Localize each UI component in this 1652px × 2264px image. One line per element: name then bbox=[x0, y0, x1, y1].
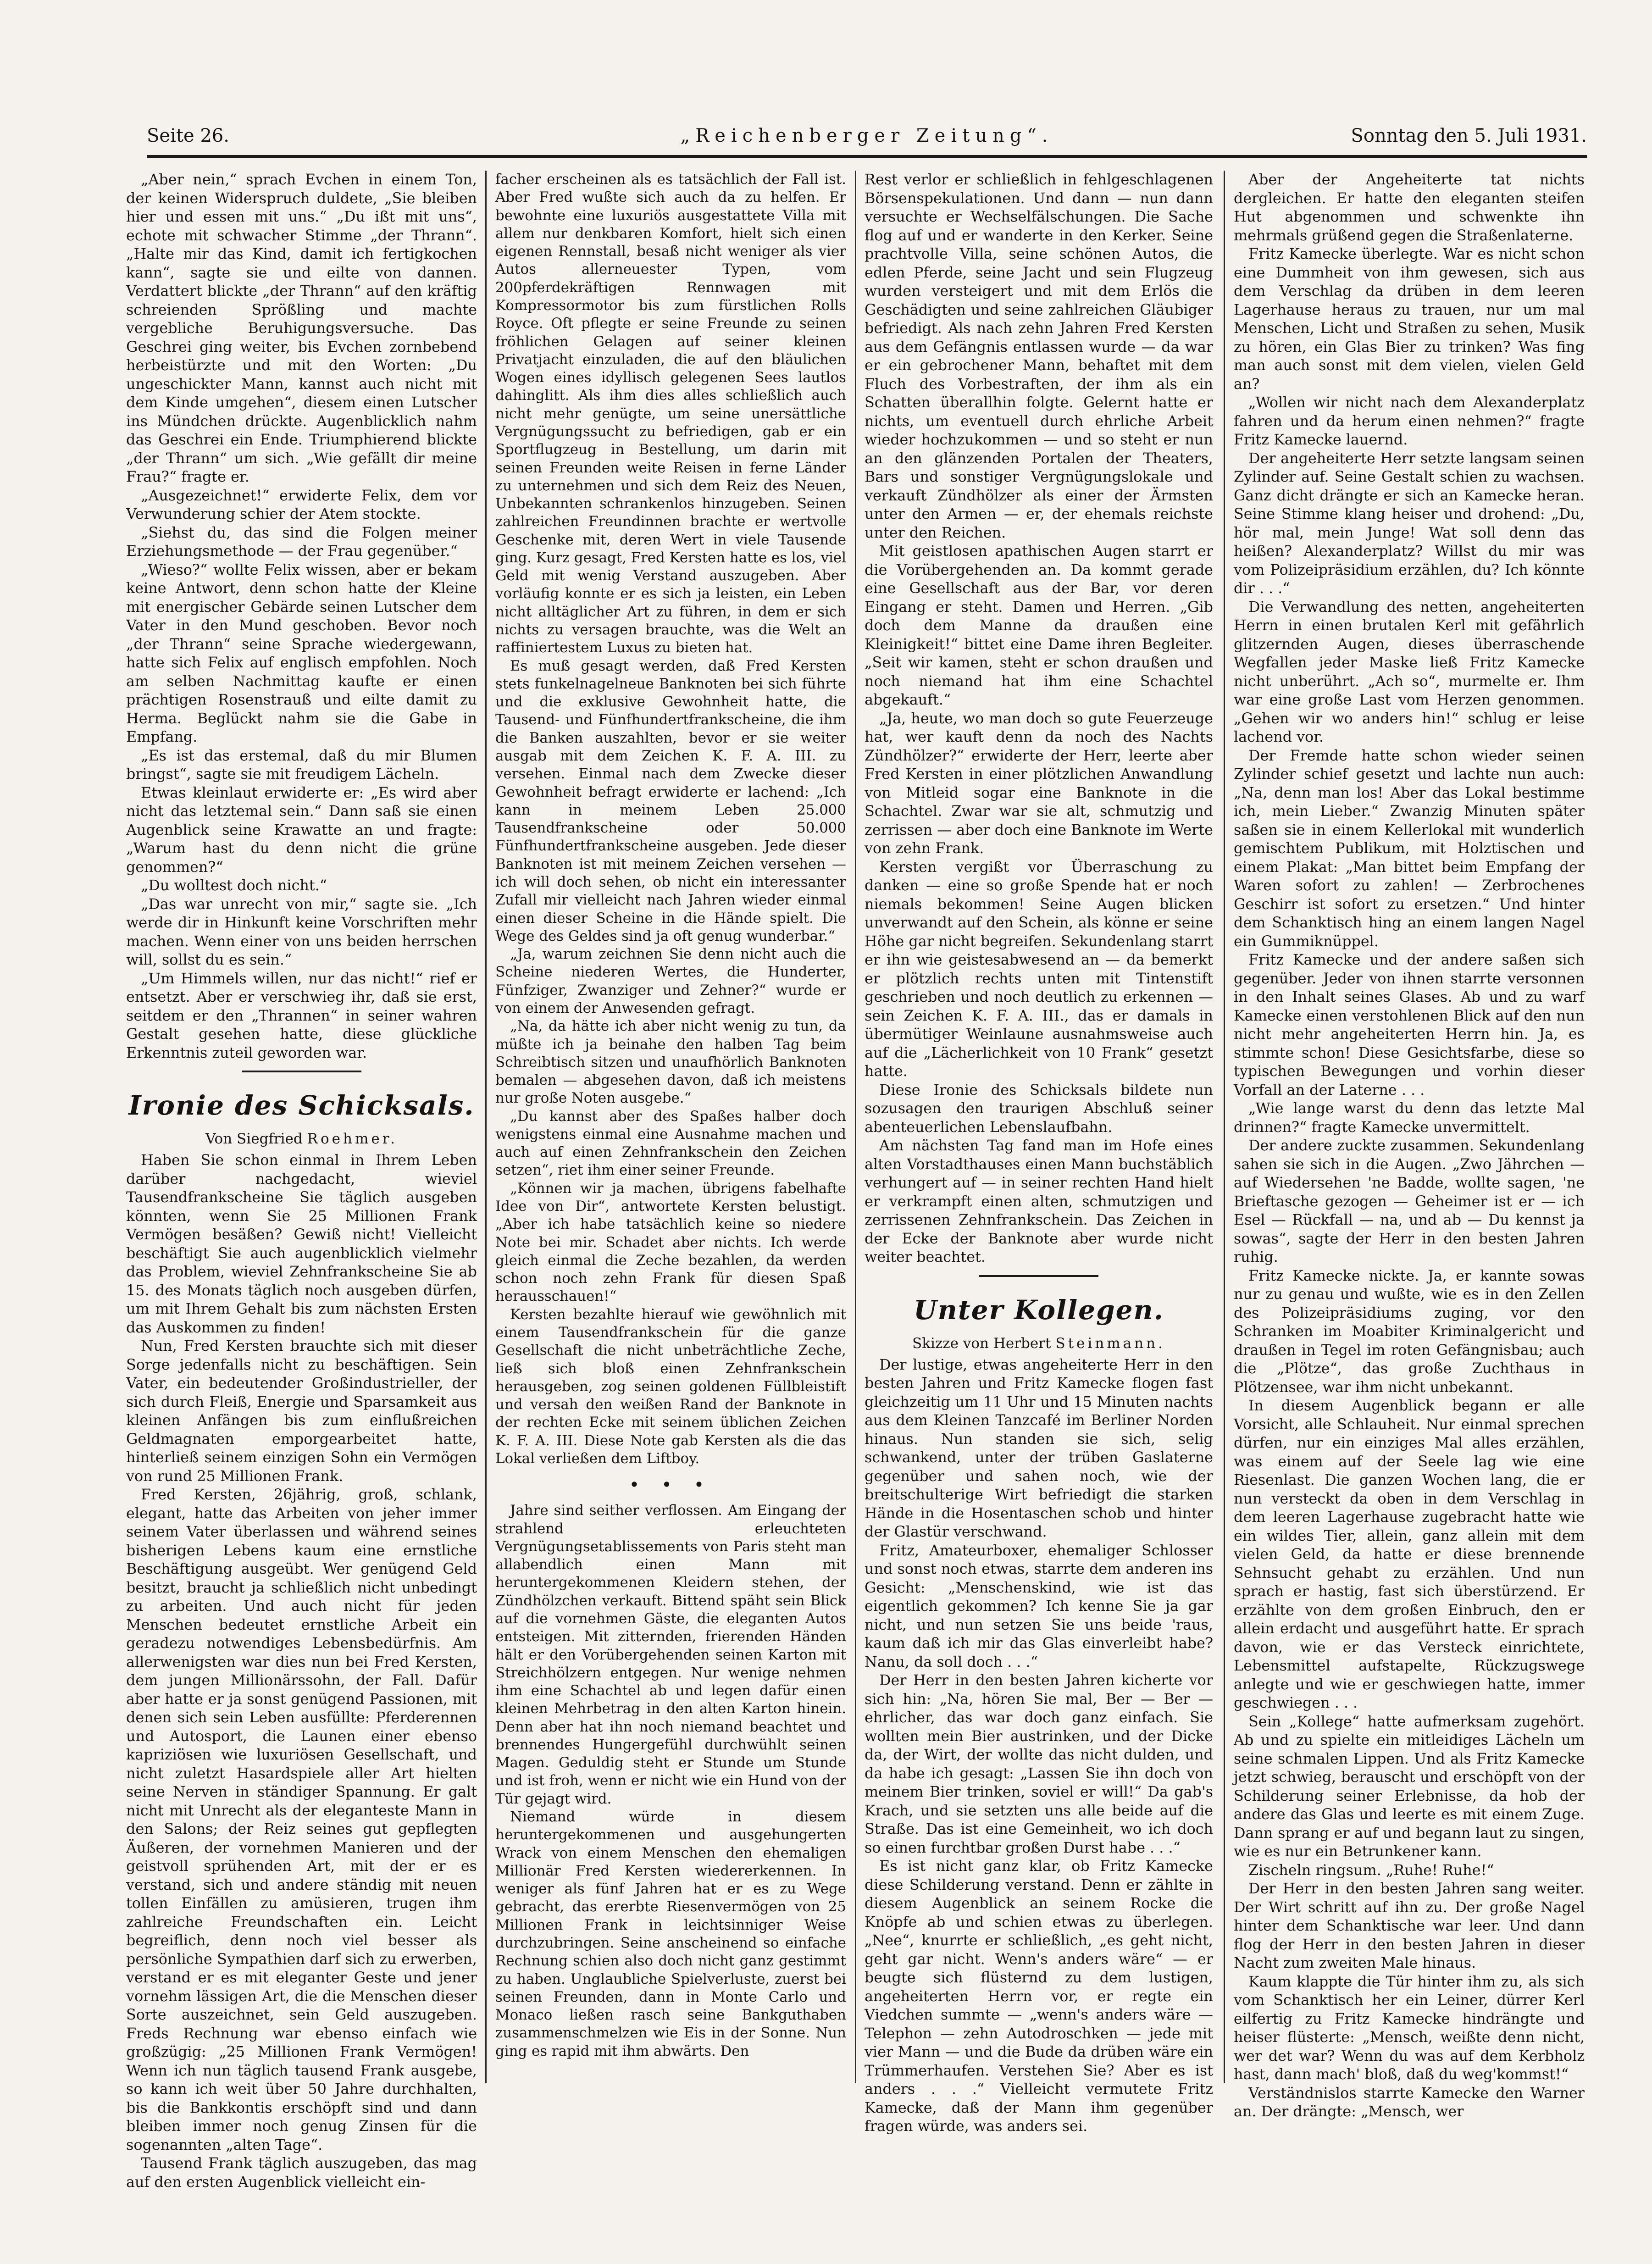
paragraph: Niemand würde in diesem heruntergekommenen und ausgehungerten Wrack von einem Menschen den ehemaligen Millionär Fred Kersten wiedererkennen. In weniger als fünf Jahren hat er es zu Wege gebracht, das ererbte Riesenvermögen von 25 Millionen Frank in leichtsinniger Weise durchzubringen. Seine anscheinend so einfache Rechnung schien also doch nicht ganz gestimmt zu haben. Unglaubliche Spielverluste, zuerst bei seinen Freunden, dann in Monte Carlo und Monaco ließen rasch seine Bankguthaben zusammenschmelzen wie Eis in der Sonne. Nun ging es rapid mit ihm abwärts. Den bbox=[495, 1809, 846, 2059]
paragraph: „Können wir ja machen, übrigens fabelhafte Idee von Dir“, antwortete Kersten belustigt. „Aber ich habe tatsächlich keine so niedere Note bei mir. Schadet aber nichts. Ich werde gleich einmal die Zeche bezahlen, da werden schon noch zehn Frank für diesen Spaß herausschauen!“ bbox=[495, 1180, 846, 1305]
paragraph: Rest verlor er schließlich in fehlgeschlagenen Börsenspekulationen. Und dann — nun dann versuchte er Wechselfälschungen. Die Sache flog auf und er wanderte in den Kerker. Seine prachtvolle Villa, seine schönen Autos, die edlen Pferde, seine Jacht und sein Flugzeug wurden versteigert und mit dem Erlös die Geschädigten und seine zahlreichen Gläubiger befriedigt. Als nach zehn Jahren Fred Kersten aus dem Gefängnis entlassen wurde — da war er ein gebrochener Mann, behaftet mit dem Fluch des Vorbestraften, der ihm als ein Schatten überallhin folgte. Gelernt hatte er nichts, um eventuell durch ehrliche Arbeit wieder hochzukommen — und so steht er nun an den glänzenden Portalen der Theaters, Bars und sonstiger Vergnügungslokale und verkauft Zündhölzer als einer der Ärmsten unter den Armen — er, der ehemals reichste unter den Reichen. bbox=[865, 171, 1213, 541]
paragraph: „Du kannst aber des Spaßes halber doch wenigstens einmal eine Ausnahme machen und auch auf einen Zehnfrankschein den Zeichen setzen“, riet ihm einer seiner Freunde. bbox=[495, 1108, 846, 1179]
byline-author: Roehmer. bbox=[307, 1131, 398, 1147]
column-divider bbox=[855, 171, 856, 2083]
paragraph: „Es ist das erstemal, daß du mir Blumen bringst“, sagte sie mit freudigem Lächeln. bbox=[126, 747, 477, 782]
paragraph: Fritz Kamecke nickte. Ja, er kannte sowas nur zu genau und wußte, wie es in den Zellen des Polizeipräsidiums zuging, vor den Schranken im Moabiter Kriminalgericht und draußen in Tegel im roten Gefängnisbau; auch die „Plötze“, das große Zuchthaus in Plötzensee, war ihm nicht unbekannt. bbox=[1234, 1267, 1585, 1396]
page-number: Seite 26. bbox=[147, 125, 229, 146]
paragraph: „Ausgezeichnet!“ erwiderte Felix, dem vor Verwunderung schier der Atem stockte. bbox=[126, 487, 477, 522]
article-title: Unter Kollegen. bbox=[914, 1294, 1164, 1326]
column-4 bbox=[1234, 171, 1585, 2121]
article-title: Ironie des Schicksals. bbox=[128, 1090, 475, 1121]
paragraph: „Um Himmels willen, nur das nicht!“ rief er entsetzt. Aber er verschwieg ihr, daß sie erst, seitdem er den „Thrannen“ in seiner wahren Gestalt gesehen hatte, diese glückliche Erkenntnis zuteil geworden war. bbox=[126, 970, 477, 1061]
paragraph: Kersten vergißt vor Überraschung zu danken — eine so große Spende hat er noch niemals bekommen! Seine Augen blicken unverwandt auf den Schein, als könne er seine Höhe gar nicht begreifen. Sekundenlang starrt er ihn wie geistesabwesend an — da bemerkt er plötzlich rechts unten mit Tintenstift geschrieben und noch deutlich zu erkennen — sein Zeichen K. F. A. III., das er damals in übermütiger Weinlaune ausnahmsweise auch auf die „Lächerlichkeit von 10 Frank“ gesetzt hatte. bbox=[865, 858, 1213, 1080]
paragraph: Kaum klappte die Tür hinter ihm zu, als sich vom Schanktisch her ein Leiner, dürrer Kerl eilfertig zu Fritz Kamecke hindrängte und heiser flüsterte: „Mensch, weißte denn nicht, wer det war? Wenn du was auf dem Kerbholz hast, dann mach' bloß, daß du weg'kommst!“ bbox=[1234, 1973, 1585, 2083]
paragraph: facher erscheinen als es tatsächlich der Fall ist. Aber Fred wußte sich auch da zu helfen. Er bewohnte eine luxuriös ausgestattete Villa mit allem nur denkbaren Komfort, hielt sich einen eigenen Rennstall, besaß nicht weniger als vier Autos allerneuester Typen, vom 200pferdekräftigen Rennwagen mit Kompressormotor bis zum fürstlichen Rolls Royce. Oft pflegte er seine Freunde zu seinen fröhlichen Gelagen auf seiner kleinen Privatjacht einzuladen, die auf den bläulichen Wogen eines idyllisch gelegenen Sees lautlos dahinglitt. Als ihm dies alles schließlich auch nicht mehr genügte, um seine unersättliche Vergnügungssucht zu befriedigen, gab er ein Sportflugzeug in Bestellung, um darin mit seinen Freunden weite Reisen in ferne Länder zu unternehmen und sich dem Reiz des Neuen, Unbekannten schrankenlos hinzugeben. Seinen zahlreichen Freundinnen brachte er wertvolle Geschenke mit, deren Wert in viele Tausende ging. Kurz gesagt, Fred Kersten hatte es los, viel Geld mit wenig Verstand auszugeben. Aber vorläufig konnte er es sich ja leisten, ein Leben nicht alltäglicher Art zu führen, in dem er sich nichts zu versagen brauchte, was die Welt an raffiniertestem Luxus zu bieten hat. bbox=[495, 171, 846, 656]
paragraph: Der Herr in den besten Jahren sang weiter. Der Wirt schritt auf ihn zu. Der große Nagel hinter dem Schanktische war leer. Und dann flog der Herr in den besten Jahren in dieser Nacht zum zweiten Male hinaus. bbox=[1234, 1880, 1585, 1971]
paragraph: „Wollen wir nicht nach dem Alexanderplatz fahren und da herum einen nehmen?“ fragte Fritz Kamecke lauernd. bbox=[1234, 394, 1585, 448]
paragraph: Jahre sind seither verflossen. Am Eingang der strahlend erleuchteten Vergnügungsetablissements von Paris steht man allabendlich einen Mann mit heruntergekommenen Kleidern stehen, der Zündhölzchen verkauft. Bittend späht sein Blick auf die vornehmen Gäste, die eleganten Autos entsteigen. Mit zitternden, frierenden Händen hält er den Vorübergehenden seinen Karton mit Streichhölzern entgegen. Nur wenige nehmen ihm eine Schachtel ab und legen dafür einen kleinen Mehrbetrag in den alten Karton hinein. Denn aber hat ihn noch niemand beachtet und brennendes Hungergefühl durchwühlt seinen Magen. Geduldig steht er Stunde um Stunde und ist froh, wenn er nicht wie ein Hund von der Tür gejagt wird. bbox=[495, 1502, 846, 1807]
paragraph: „Wie lange warst du denn das letzte Mal drinnen?“ fragte Kamecke unvermittelt. bbox=[1234, 1100, 1585, 1136]
paragraph: Der lustige, etwas angeheiterte Herr in den besten Jahren und Fritz Kamecke flogen fast gleichzeitig um 11 Uhr und 15 Minuten nachts aus dem Kleinen Tanzcafé im Berliner Norden hinaus. Nun standen sie sich, selig schwankend, unter der trüben Gaslaterne gegenüber und sahen noch, wie der breitschulterige Wirt befriedigt die starken Hände in die Hosentaschen schob und hinter der Glastür verschwand. bbox=[865, 1356, 1213, 1540]
column-3 bbox=[865, 171, 1213, 2136]
article-separator bbox=[242, 1071, 361, 1072]
article-separator bbox=[979, 1275, 1098, 1277]
byline-prefix: Von Siegfried bbox=[205, 1131, 303, 1147]
column-2 bbox=[495, 171, 846, 2060]
article-byline bbox=[126, 1129, 477, 1149]
paragraph: „Aber nein,“ sprach Evchen in einem Ton, der keinen Widerspruch duldete, „Sie bleiben hier und essen mit uns.“ „Du ißt mit uns“, echote mit schwacher Stimme „der Thrann“. „Halte mir das Kind, damit ich fertigkochen kann“, sagte sie und eilte von dannen. Verdattert blickte „der Thrann“ auf den kräftig schreienden Sprößling und machte vergebliche Beruhigungsversuche. Das Geschrei ging weiter, bis Evchen zornbebend herbeistürzte und mit den Worten: „Du ungeschickter Mann, kannst auch nicht mit dem Kinde umgehen“, diesem einen Lutscher ins Mündchen drückte. Augenblicklich nahm das Geschrei ein Ende. Triumphierend blickte „der Thrann“ um sich. „Wie gefällt dir meine Frau?“ fragte er. bbox=[126, 171, 477, 485]
paragraph: Am nächsten Tag fand man im Hofe eines alten Vorstadthauses einen Mann buchstäblich verhungert auf — in seiner rechten Hand hielt er verkrampft einen alten, schmutzigen und zerrissenen Zehnfrankschein. Das Zeichen in der Ecke der Banknote aber wurde nicht weiter beachtet. bbox=[865, 1137, 1213, 1265]
paragraph: „Ja, heute, wo man doch so gute Feuerzeuge hat, wer kauft denn da noch des Nachts Zündhölzer?“ erwiderte der Herr, leerte aber Fred Kersten in einer plötzlichen Anwandlung von Mitleid sogar eine Banknote in die Schachtel. Zwar war sie alt, schmutzig und zerrissen — aber doch eine Banknote im Werte von zehn Frank. bbox=[865, 710, 1213, 857]
paragraph: Fritz, Amateurboxer, ehemaliger Schlosser und sonst noch etwas, starrte dem anderen ins Gesicht: „Menschenskind, wie ist das eigentlich gekommen? Ich kenne Sie ja gar nicht, und nun setzen Sie uns beide 'raus, kaum daß ich mir das Glas einverleibt habe? Nanu, da soll doch . . .“ bbox=[865, 1542, 1213, 1670]
newspaper-masthead: „Reichenberger Zeitung“. bbox=[680, 125, 1053, 146]
byline-prefix: Skizze von Herbert bbox=[912, 1335, 1051, 1352]
paragraph: „Na, da hätte ich aber nicht wenig zu tun, da müßte ich ja beinahe den halben Tag beim Schreibtisch sitzen und unaufhörlich Banknoten bemalen — abgesehen davon, daß ich meistens nur große Noten ausgebe.“ bbox=[495, 1018, 846, 1107]
page-header bbox=[147, 122, 1587, 150]
paragraph: Der Herr in den besten Jahren kicherte vor sich hin: „Na, hören Sie mal, Ber — Ber — ehrlicher, das war doch ganz einfach. Sie wollten mein Bier austrinken, und der Dicke da, der Wirt, der wollte das nicht dulden, und da habe ich gesagt: „Lassen Sie ihn doch von meinem Bier trinken, soviel er will!“ Da gab's Krach, und sie setzten uns alle beide auf die Straße. Das ist eine Gemeinheit, wo ich doch so einen furchtbar großen Durst habe . . .“ bbox=[865, 1672, 1213, 1856]
paragraph: „Du wolltest doch nicht.“ bbox=[141, 877, 327, 894]
paragraph: Der andere zuckte zusammen. Sekundenlang sahen sie sich in die Augen. „Zwo Jährchen — auf Wiedersehen 'ne Badde, wollte sagen, 'ne Brieftasche gezogen — Geheimer ist er — ich Esel — Rückfall — na, und ab — Du kennst ja sowas“, sagte der Herr in den besten Jahren ruhig. bbox=[1234, 1137, 1585, 1265]
paragraph: Diese Ironie des Schicksals bildete nun sozusagen den traurigen Abschluß seiner abenteuerlichen Lebenslaufbahn. bbox=[865, 1081, 1213, 1136]
paragraph: Es ist nicht ganz klar, ob Fritz Kamecke diese Schilderung verstand. Denn er zählte in diesem Augenblick an seinem Rocke die Knöpfe ab und schien etwas zu überlegen. „Nee“, knurrte er schließlich, „es geht nicht, geht gar nicht. Wenn's anders wäre“ — er beugte sich flüsternd zu dem lustigen, angeheiterten Herrn vor, er regte ein Viedchen summte — „wenn's anders wäre — Telephon — zehn Autodroschken — jede mit vier Mann — und die Bude da drüben wäre ein Trümmerhaufen. Verstehen Sie? Aber es ist anders . . .“ Vielleicht vermutete Fritz Kamecke, daß der Mann ihm gegenüber fragen würde, was anders sei. bbox=[865, 1858, 1213, 2135]
byline-author: Steinmann. bbox=[1055, 1335, 1165, 1352]
paragraph: „Das war unrecht von mir,“ sagte sie. „Ich werde dir in Hinkunft keine Vorschriften mehr machen. Wenn einer von uns beiden herrschen will, sollst du es sein.“ bbox=[126, 895, 477, 968]
paragraph: Zischeln ringsum. „Ruhe! Ruhe!“ bbox=[1248, 1861, 1494, 1879]
section-divider: • • • bbox=[629, 1475, 713, 1495]
paragraph: Kersten bezahlte hierauf wie gewöhnlich mit einem Tausendfrankschein für die ganze Gesellschaft die nicht unbeträchtliche Zeche, ließ sich bloß einen Zehnfrankschein herausgeben, zog seinen goldenen Füllbleistift und versah den weißen Rand der Banknote in der rechten Ecke mit seinem üblichen Zeichen K. F. A. III. Diese Note gab Kersten als die das Lokal verließen dem Liftboy. bbox=[495, 1306, 846, 1467]
issue-date: Sonntag den 5. Juli 1931. bbox=[1351, 125, 1587, 146]
paragraph: Sein „Kollege“ hatte aufmerksam zugehört. Ab und zu spielte ein mitleidiges Lächeln um seine schmalen Lippen. Und als Fritz Kamecke jetzt schwieg, berauscht und erschöpft von der Schilderung seiner Erlebnisse, da hob der andere das Glas und leerte es mit einem Zuge. Dann sprang er auf und begann laut zu singen, wie es nur ein Betrunkener kann. bbox=[1234, 1713, 1585, 1860]
paragraph: Tausend Frank täglich auszugeben, das mag auf den ersten Augenblick vielleicht ein- bbox=[126, 2155, 477, 2191]
paragraph: Aber der Angeheiterte tat nichts dergleichen. Er hatte den eleganten steifen Hut abgenommen und schwenkte ihn mehrmals grüßend gegen die Straßenlaterne. bbox=[1234, 171, 1585, 244]
paragraph: Verständnislos starrte Kamecke den Warner an. Der drängte: „Mensch, wer bbox=[1234, 2084, 1585, 2120]
paragraph: Der angeheiterte Herr setzte langsam seinen Zylinder auf. Seine Gestalt schien zu wachsen. Ganz dicht drängte er sich an Kamecke heran. Seine Stimme klang heiser und drohend: „Du, hör mal, mein Junge! Wat soll denn das heißen? Alexanderplatz? Willst du mir was vom Polizeipräsidium erzählen, du? Ich könnte dir . . .“ bbox=[1234, 449, 1585, 597]
paragraph: Fritz Kamecke und der andere saßen sich gegenüber. Jeder von ihnen starrte versonnen in den Inhalt seines Glases. Ab und zu warf Kamecke einen verstohlenen Blick auf den nun nicht mehr angeheiterten Herrn hin. Ja, es stimmte schon! Diese Gesichtsfarbe, diese so typischen Bewegungen und vorhin dieser Vorfall an der Laterne . . . bbox=[1234, 951, 1585, 1099]
paragraph: Der Fremde hatte schon wieder seinen Zylinder schief gesetzt und lachte nun auch: „Na, denn man los! Aber das Lokal bestimme ich, mein Lieber.“ Zwanzig Minuten später saßen sie in einem Kellerlokal mit wunderlich gemischtem Publikum, mit Holztischen und einem Plakat: „Man bittet beim Empfang der Waren sofort zu zahlen! — Zerbrochenes Geschirr ist sofort zu ersetzen.“ Und hinter dem Schanktisch hing an einem langen Nagel ein Gummiknüppel. bbox=[1234, 747, 1585, 950]
paragraph: Fred Kersten, 26jährig, groß, schlank, elegant, hatte das Arbeiten von jeher immer seinem Vater überlassen und während seines bisherigen Lebens kaum eine ernstliche Beschäftigung ausgeübt. Wer genügend Geld besitzt, braucht ja schließlich nicht unbedingt zu arbeiten. Und auch nicht für jeden Menschen bedeutet ernstliche Arbeit ein geradezu notwendiges Lebensbedürfnis. Am allerwenigsten war dies nun bei Fred Kersten, dem jungen Millionärssohn, der Fall. Dafür aber hatte er ja sonst genügend Passionen, mit denen sich sein Leben ausfüllte: Pferderennen und Autosport, die Launen einer ebenso kapriziösen wie luxuriösen Gesellschaft, und nicht zuletzt Hasardspiele aller Art hielten seine Nerven in ständiger Spannung. Er galt nicht mit Unrecht als der eleganteste Mann in den Salons; der Reiz seines gut gepflegten Äußeren, der vornehmen Manieren und der geistvoll sprühenden Art, mit der er es verstand, sich und andere ständig mit neuen tollen Einfällen zu amüsieren, trugen ihm zahlreiche Freundschaften ein. Leicht begreiflich, denn noch viel besser als persönliche Sympathien darf sich zu erwerben, verstand er es mit eleganter Geste und jener vornehm lässigen Art, die die Menschen dieser Sorte auszeichnet, sein Geld auszugeben. Freds Rechnung war ebenso einfach wie großzügig: „25 Millionen Frank Vermögen! Wenn ich nun täglich tausend Frank ausgebe, so kann ich weit über 50 Jahre durchhalten, bis die Bankkontis erschöpft sind und dann bleiben immer noch genug Zinsen für die sogenannten „alten Tage“. bbox=[126, 1486, 477, 2153]
paragraph: „Siehst du, das sind die Folgen meiner Erziehungsmethode — der Frau gegenüber.“ bbox=[126, 524, 477, 560]
paragraph: Etwas kleinlaut erwiderte er: „Es wird aber nicht das letztemal sein.“ Dann saß sie einen Augenblick seine Krawatte an und fragte: „Warum hast du denn nicht die grüne genommen?“ bbox=[126, 784, 477, 876]
paragraph: Es muß gesagt werden, daß Fred Kersten stets funkelnagelneue Banknoten bei sich führte und die exklusive Gewohnheit hatte, die Tausend- und Fünfhundertfrankscheine, die ihm die Banken auszahlten, bevor er sie weiter ausgab mit dem Zeichen K. F. A. III. zu versehen. Einmal nach dem Zwecke dieser Gewohnheit befragt erwiderte er lachend: „Ich kann in meinem Leben 25.000 Tausendfrankscheine oder 50.000 Fünfhundertfrankscheine ausgeben. Jede dieser Banknoten ist mit meinem Zeichen versehen — ich will doch sehen, ob nicht ein interessanter Zufall mir vielleicht nach Jahren wieder einmal einen dieser Scheine in die Hände spielt. Die Wege des Geldes sind ja oft genug wunderbar.“ bbox=[495, 657, 846, 944]
article-byline bbox=[865, 1334, 1213, 1353]
paragraph: Die Verwandlung des netten, angeheiterten Herrn in einen brutalen Kerl mit gefährlich glitzernden Augen, dieses überraschende Wegfallen jeder Maske ließ Fritz Kamecke nicht unberührt. „Ach so“, murmelte er. Ihm war eine große Last vom Herzen genommen. „Gehen wir wo anders hin!“ schlug er leise lachend vor. bbox=[1234, 598, 1585, 745]
paragraph: „Ja, warum zeichnen Sie denn nicht auch die Scheine niederen Wertes, die Hunderter, Fünfziger, Zwanziger und Zehner?“ wurde er von einem der Anwesenden gefragt. bbox=[495, 946, 846, 1016]
paragraph: Fritz Kamecke überlegte. War es nicht schon eine Dummheit von ihm gewesen, sich aus dem Verschlag da drüben in dem leeren Lagerhause heraus zu trauen, nur um mal Menschen, Licht und Straßen zu sehen, Musik zu hören, ein Glas Bier zu trinken? Was fing man auch sonst mit dem vielen, vielen Geld an? bbox=[1234, 245, 1585, 393]
paragraph: Haben Sie schon einmal in Ihrem Leben darüber nachgedacht, wieviel Tausendfrankscheine Sie täglich ausgeben könnten, wenn Sie 25 Millionen Frank Vermögen besäßen? Gewiß nicht! Vielleicht beschäftigt Sie auch augenblicklich vielmehr das Problem, wieviel Zehnfrankscheine Sie ab 15. des Monats täglich noch ausgeben dürfen, um mit Ihrem Gehalt bis zum nächsten Ersten das Auskommen zu finden! bbox=[126, 1152, 477, 1336]
column-divider bbox=[485, 171, 487, 2083]
column-1 bbox=[126, 171, 477, 2192]
paragraph: Nun, Fred Kersten brauchte sich mit dieser Sorge jedenfalls nicht zu beschäftigen. Sein Vater, ein bedeutender Großindustrieller, der sich durch Fleiß, Energie und Sparsamkeit aus kleinen Anfängen bis zum einflußreichen Geldmagnaten emporgearbeitet hatte, hinterließ seinem einzigen Sohn ein Vermögen von rund 25 Millionen Frank. bbox=[126, 1337, 477, 1485]
column-divider bbox=[1224, 171, 1225, 2083]
header-rule bbox=[147, 155, 1587, 158]
paragraph: Mit geistlosen apathischen Augen starrt er die Vorübergehenden an. Da kommt gerade eine Gesellschaft aus der Bar, vor deren Eingang er steht. Damen und Herren. „Gib doch dem Manne da draußen eine Kleinigkeit!“ bittet eine Dame ihren Begleiter. „Seit wir kamen, steht er schon draußen und noch niemand hat ihm eine Schachtel abgekauft.“ bbox=[865, 543, 1213, 708]
paragraph: In diesem Augenblick begann er alle Vorsicht, alle Schlauheit. Nur einmal sprechen dürfen, nur ein einziges Mal alles erzählen, was einem auf der Seele lag wie eine Riesenlast. Die ganzen Wochen lang, die er nun versteckt da oben in dem Verschlag in dem leeren Lagerhause zugebracht hatte wie ein wildes Tier, allein, ganz allein mit dem vielen Geld, da hatte er diese brennende Sehnsucht gehabt zu erzählen. Und nun sprach er hastig, fast sich überstürzend. Er erzählte von dem großen Einbruch, den er allein erdacht und ausgeführt hatte. Er sprach davon, wie er das Versteck einrichtete, Lebensmittel aufstapelte, Rückzugswege anlegte und wie er geschwiegen hatte, immer geschwiegen . . . bbox=[1234, 1397, 1585, 1711]
paragraph: „Wieso?“ wollte Felix wissen, aber er bekam keine Antwort, denn schon hatte der Kleine mit energischer Gebärde seinen Lutscher dem Vater in den Mund geschoben. Bevor noch „der Thrann“ seine Sprache wiedergewann, hatte sich Felix auf englisch empfohlen. Noch am selben Nachmittag kaufte er einen prächtigen Rosenstrauß und eilte damit zu Herma. Beglückt nahm sie die Gabe in Empfang. bbox=[126, 561, 477, 745]
